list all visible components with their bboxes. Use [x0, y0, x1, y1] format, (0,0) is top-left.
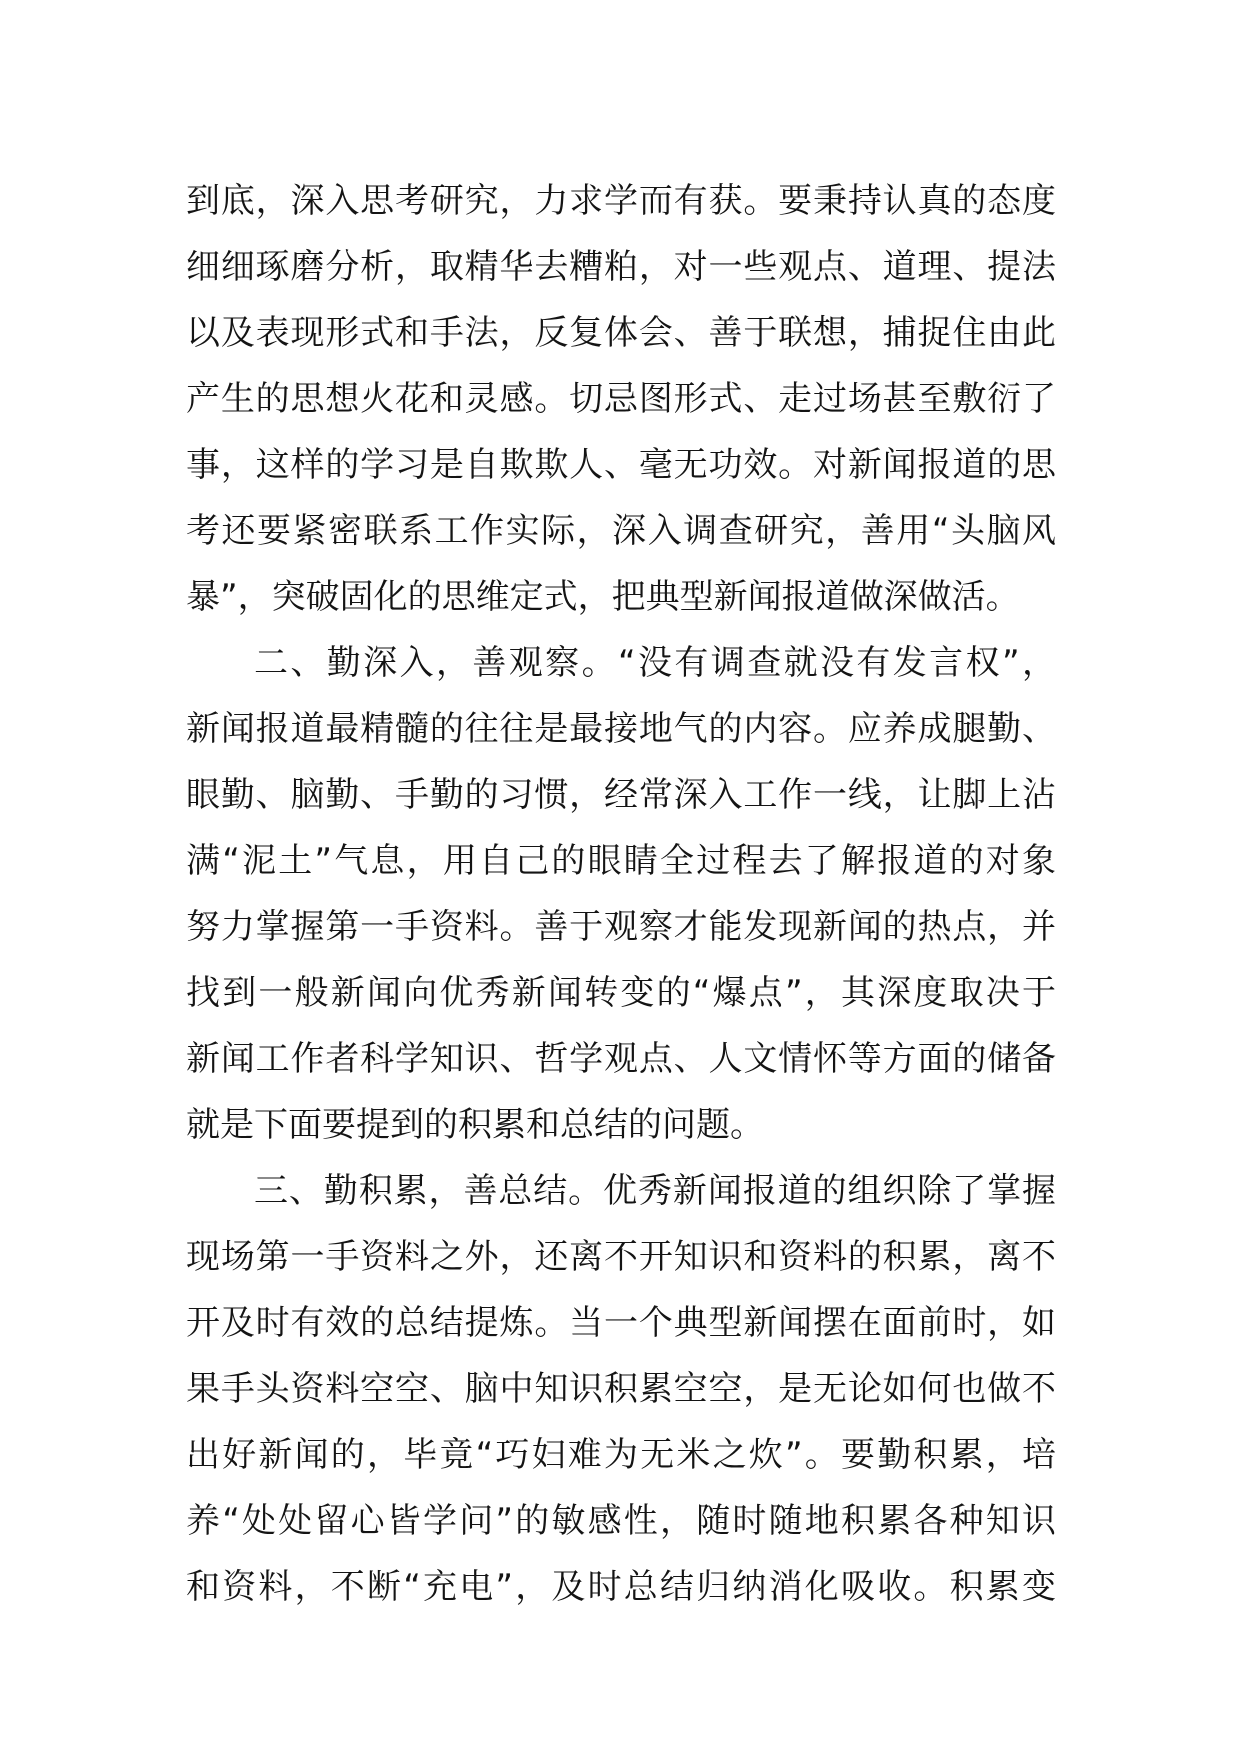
- text-line: 和资料，不断“充电”，及时总结归纳消化吸收。积累变: [186, 1567, 1056, 1607]
- text-line: 眼勤、脑勤、手勤的习惯，经常深入工作一线，让脚上沾: [186, 775, 1056, 815]
- text-line: 努力掌握第一手资料。善于观察才能发现新闻的热点，并: [186, 907, 1056, 947]
- text-line: 满“泥土”气息，用自己的眼睛全过程去了解报道的对象: [186, 841, 1056, 881]
- text-line: 产生的思想火花和灵感。切忌图形式、走过场甚至敷衍了: [186, 379, 1056, 419]
- text-line: 找到一般新闻向优秀新闻转变的“爆点”，其深度取决于: [186, 973, 1056, 1013]
- paragraph-heading-line: 二、勤深入，善观察。“没有调查就没有发言权”，: [254, 643, 1056, 683]
- text-line: 开及时有效的总结提炼。当一个典型新闻摆在面前时，如: [186, 1303, 1056, 1343]
- text-line: 就是下面要提到的积累和总结的问题。: [186, 1105, 764, 1145]
- document-body: [186, 168, 1056, 1620]
- text-line: 新闻报道最精髓的往往是最接地气的内容。应养成腿勤、: [186, 709, 1056, 749]
- text-line: 到底，深入思考研究，力求学而有获。要秉持认真的态度: [186, 181, 1056, 221]
- text-line: 现场第一手资料之外，还离不开知识和资料的积累，离不: [186, 1237, 1056, 1277]
- text-line: 果手头资料空空、脑中知识积累空空，是无论如何也做不: [186, 1369, 1056, 1409]
- text-line: 新闻工作者科学知识、哲学观点、人文情怀等方面的储备: [186, 1039, 1056, 1079]
- text-line: 细细琢磨分析，取精华去糟粕，对一些观点、道理、提法: [186, 247, 1056, 287]
- text-line: 出好新闻的，毕竟“巧妇难为无米之炊”。要勤积累，培: [186, 1435, 1056, 1475]
- paragraph-heading-line: 三、勤积累，善总结。优秀新闻报道的组织除了掌握: [254, 1171, 1056, 1211]
- text-line: 事，这样的学习是自欺欺人、毫无功效。对新闻报道的思: [186, 445, 1056, 485]
- text-line: 暴”，突破固化的思维定式，把典型新闻报道做深做活。: [186, 577, 1020, 617]
- text-line: 考还要紧密联系工作实际，深入调查研究，善用“头脑风: [186, 511, 1056, 551]
- text-line: 养“处处留心皆学问”的敏感性，随时随地积累各种知识: [186, 1501, 1056, 1541]
- text-line: 以及表现形式和手法，反复体会、善于联想，捕捉住由此: [186, 313, 1056, 353]
